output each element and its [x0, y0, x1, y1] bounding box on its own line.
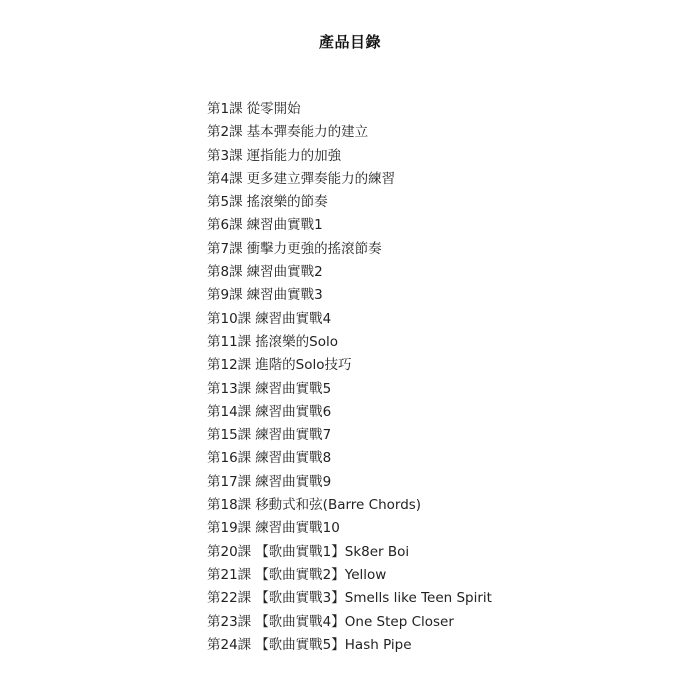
- lesson-number: 第14課: [207, 403, 252, 420]
- lesson-number: 第1課: [207, 101, 243, 117]
- lesson-title: 【歌曲實戰3】Smells like Teen Spirit: [255, 590, 492, 607]
- lesson-number: 第18課: [207, 497, 252, 514]
- lesson-title: 【歌曲實戰2】Yellow: [255, 566, 387, 583]
- lesson-title: 基本彈奏能力的建立: [246, 124, 369, 141]
- lesson-title: 從零開始: [246, 101, 301, 117]
- lesson-title: 【歌曲實戰1】Sk8er Boi: [255, 543, 410, 560]
- page-title: 產品目錄: [318, 33, 381, 51]
- lesson-item: [207, 587, 492, 610]
- lesson-number: 第3課: [207, 147, 243, 164]
- lesson-item: [207, 517, 492, 540]
- lesson-number: 第6課: [207, 217, 243, 234]
- lesson-title: 更多建立彈奏能力的練習: [246, 170, 396, 187]
- lesson-number: 第5課: [207, 194, 243, 211]
- lesson-number: 第7課: [207, 240, 243, 257]
- lesson-item: [207, 331, 492, 354]
- lesson-number: 第10課: [207, 310, 252, 327]
- lesson-item: [207, 168, 492, 191]
- lesson-list: [207, 98, 492, 657]
- lesson-title: 【歌曲實戰5】Hash Pipe: [255, 636, 412, 653]
- lesson-item: [207, 401, 492, 424]
- lesson-item: [207, 238, 492, 261]
- lesson-number: 第13課: [207, 380, 252, 397]
- lesson-number: 第22課: [207, 590, 252, 607]
- lesson-item: [207, 308, 492, 331]
- lesson-item: [207, 541, 492, 564]
- lesson-number: 第17課: [207, 473, 252, 490]
- lesson-number: 第4課: [207, 170, 243, 187]
- lesson-number: 第2課: [207, 124, 243, 141]
- lesson-title: 【歌曲實戰4】One Step Closer: [255, 613, 454, 630]
- lesson-item: [207, 191, 492, 214]
- lesson-item: [207, 98, 492, 121]
- lesson-title: 練習曲實戰10: [255, 520, 340, 537]
- lesson-number: 第20課: [207, 543, 252, 560]
- lesson-number: 第12課: [207, 357, 252, 374]
- lesson-title: 練習曲實戰1: [246, 217, 323, 234]
- lesson-number: 第8課: [207, 264, 243, 281]
- lesson-item: [207, 634, 492, 657]
- lesson-number: 第24課: [207, 636, 252, 653]
- lesson-item: [207, 564, 492, 587]
- lesson-item: [207, 121, 492, 144]
- lesson-item: [207, 214, 492, 237]
- lesson-item: [207, 261, 492, 284]
- lesson-title: 搖滾樂的Solo: [255, 333, 339, 350]
- lesson-title: 練習曲實戰7: [255, 427, 332, 444]
- lesson-title: 練習曲實戰2: [246, 264, 323, 281]
- lesson-title: 練習曲實戰5: [255, 380, 332, 397]
- lesson-number: 第23課: [207, 613, 252, 630]
- lesson-title: 進階的Solo技巧: [255, 357, 352, 374]
- lesson-item: [207, 424, 492, 447]
- lesson-title: 練習曲實戰6: [255, 403, 332, 420]
- lesson-item: [207, 284, 492, 307]
- lesson-number: 第19課: [207, 520, 252, 537]
- lesson-title: 練習曲實戰8: [255, 450, 332, 467]
- lesson-item: [207, 611, 492, 634]
- lesson-title: 練習曲實戰3: [246, 287, 323, 304]
- lesson-title: 移動式和弦(Barre Chords): [255, 497, 422, 514]
- lesson-item: [207, 378, 492, 401]
- lesson-title: 練習曲實戰4: [255, 310, 332, 327]
- lesson-item: [207, 494, 492, 517]
- lesson-title: 運指能力的加強: [246, 147, 342, 164]
- lesson-title: 搖滾樂的節奏: [246, 194, 328, 211]
- lesson-number: 第21課: [207, 566, 252, 583]
- lesson-item: [207, 145, 492, 168]
- lesson-item: [207, 354, 492, 377]
- lesson-title: 練習曲實戰9: [255, 473, 332, 490]
- lesson-number: 第16課: [207, 450, 252, 467]
- lesson-number: 第15課: [207, 427, 252, 444]
- lesson-item: [207, 471, 492, 494]
- lesson-item: [207, 447, 492, 470]
- lesson-number: 第11課: [207, 333, 252, 350]
- lesson-title: 衝擊力更強的搖滾節奏: [246, 240, 382, 257]
- lesson-number: 第9課: [207, 287, 243, 304]
